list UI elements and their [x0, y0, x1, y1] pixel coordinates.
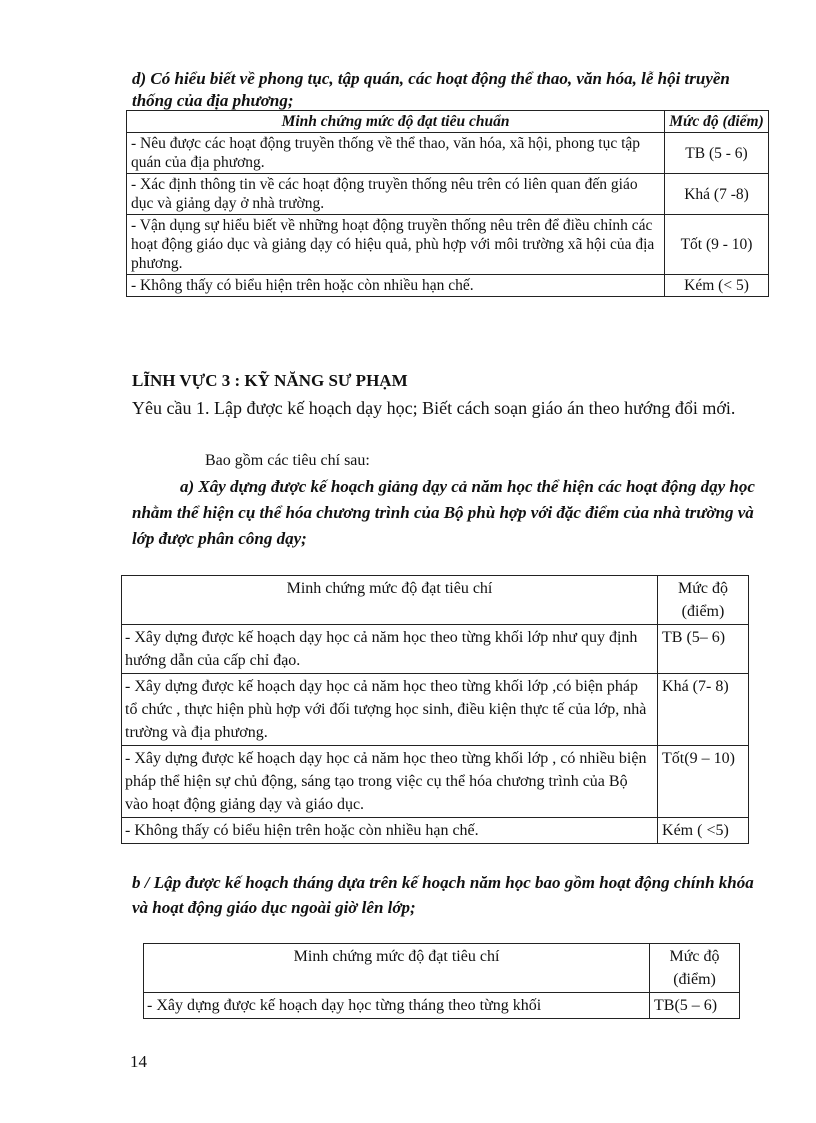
evidence-cell: - Không thấy có biểu hiện trên hoặc còn nhiều hạn chế. — [122, 818, 658, 844]
evidence-header: Minh chứng mức độ đạt tiêu chuẩn — [127, 111, 665, 133]
level-cell: Kém ( <5) — [658, 818, 749, 844]
evidence-cell: - Không thấy có biểu hiện trên hoặc còn nhiều hạn chế. — [127, 275, 665, 297]
table-header-row — [122, 576, 749, 625]
evidence-cell: - Xây dựng được kế hoạch dạy học cả năm học theo từng khối lớp ,có biện pháp tổ chức , thực hiện phù hợp với đối tượng học sinh, điều kiện thực tế của lớp, nhà trường và địa phương. — [122, 674, 658, 746]
level-cell: TB(5 – 6) — [650, 993, 740, 1019]
table-row — [127, 174, 769, 215]
evidence-cell: - Xây dựng được kế hoạch dạy học cả năm học theo từng khối lớp như quy định hướng dẫn của cấp chỉ đạo. — [122, 625, 658, 674]
level-header: Mức độ (điểm) — [665, 111, 769, 133]
table-header-row — [144, 944, 740, 993]
criterion-b-table — [143, 943, 740, 1019]
criterion-a-table — [121, 575, 749, 844]
level-header: Mức độ (điểm) — [650, 944, 740, 993]
level-header: Mức độ (điểm) — [658, 576, 749, 625]
page-number: 14 — [130, 1052, 147, 1071]
table-header-row — [127, 111, 769, 133]
evidence-cell: - Vận dụng sự hiểu biết về những hoạt động truyền thống nêu trên để điều chỉnh các hoạt động giáo dục và giảng dạy có hiệu quả, phù hợp với môi trường xã hội của địa phương. — [127, 215, 665, 275]
table-row — [127, 275, 769, 297]
level-cell: TB (5 - 6) — [665, 133, 769, 174]
level-cell: Kém (< 5) — [665, 275, 769, 297]
evidence-cell: - Xây dựng được kế hoạch dạy học cả năm học theo từng khối lớp , có nhiều biện pháp thể hiện sự chủ động, sáng tạo trong việc cụ thể hóa chương trình của Bộ vào hoạt động giảng dạy và giáo dục. — [122, 746, 658, 818]
table-row — [122, 625, 749, 674]
criterion-a-table-wrap — [121, 575, 749, 844]
level-cell: TB (5– 6) — [658, 625, 749, 674]
level-cell: Khá (7- 8) — [658, 674, 749, 746]
level-cell: Khá (7 -8) — [665, 174, 769, 215]
criterion-a-heading: a) Xây dựng được kế hoạch giảng dạy cả năm học thể hiện các hoạt động dạy học nhằm thể hiện cụ thể hóa chương trình của Bộ phù hợp với đặc điểm của nhà trường và lớp được phân công dạy; — [132, 477, 755, 548]
criterion-d-heading: d) Có hiểu biết về phong tục, tập quán, các hoạt động thể thao, văn hóa, lễ hội truyền thống của địa phương; — [132, 69, 730, 110]
level-cell: Tốt(9 – 10) — [658, 746, 749, 818]
table-row — [144, 993, 740, 1019]
criterion-d-table — [126, 110, 769, 297]
evidence-header: Minh chứng mức độ đạt tiêu chí — [144, 944, 650, 993]
table-row — [127, 215, 769, 275]
table-row — [127, 133, 769, 174]
evidence-header: Minh chứng mức độ đạt tiêu chí — [122, 576, 658, 625]
evidence-cell: - Xác định thông tin về các hoạt động truyền thống nêu trên có liên quan đến giáo dục và giảng dạy ở nhà trường. — [127, 174, 665, 215]
evidence-cell: - Nêu được các hoạt động truyền thống về thể thao, văn hóa, xã hội, phong tục tập quán của địa phương. — [127, 133, 665, 174]
criteria-intro: Bao gồm các tiêu chí sau: — [205, 452, 370, 469]
table-row — [122, 818, 749, 844]
criterion-b-table-wrap — [143, 943, 740, 1019]
table-row — [122, 746, 749, 818]
table-row — [122, 674, 749, 746]
level-cell: Tốt (9 - 10) — [665, 215, 769, 275]
criterion-b-heading: b / Lập được kế hoạch tháng dựa trên kế hoạch năm học bao gồm hoạt động chính khóa và hoạt động giáo dục ngoài giờ lên lớp; — [132, 873, 754, 917]
evidence-cell: - Xây dựng được kế hoạch dạy học từng tháng theo từng khối — [144, 993, 650, 1019]
section-title: LĨNH VỰC 3 : KỸ NĂNG SƯ PHẠM — [132, 371, 408, 390]
requirement-text: Yêu cầu 1. Lập được kế hoạch dạy học; Biết cách soạn giáo án theo hướng đổi mới. — [132, 398, 736, 418]
criterion-d-table-wrap — [126, 110, 769, 297]
